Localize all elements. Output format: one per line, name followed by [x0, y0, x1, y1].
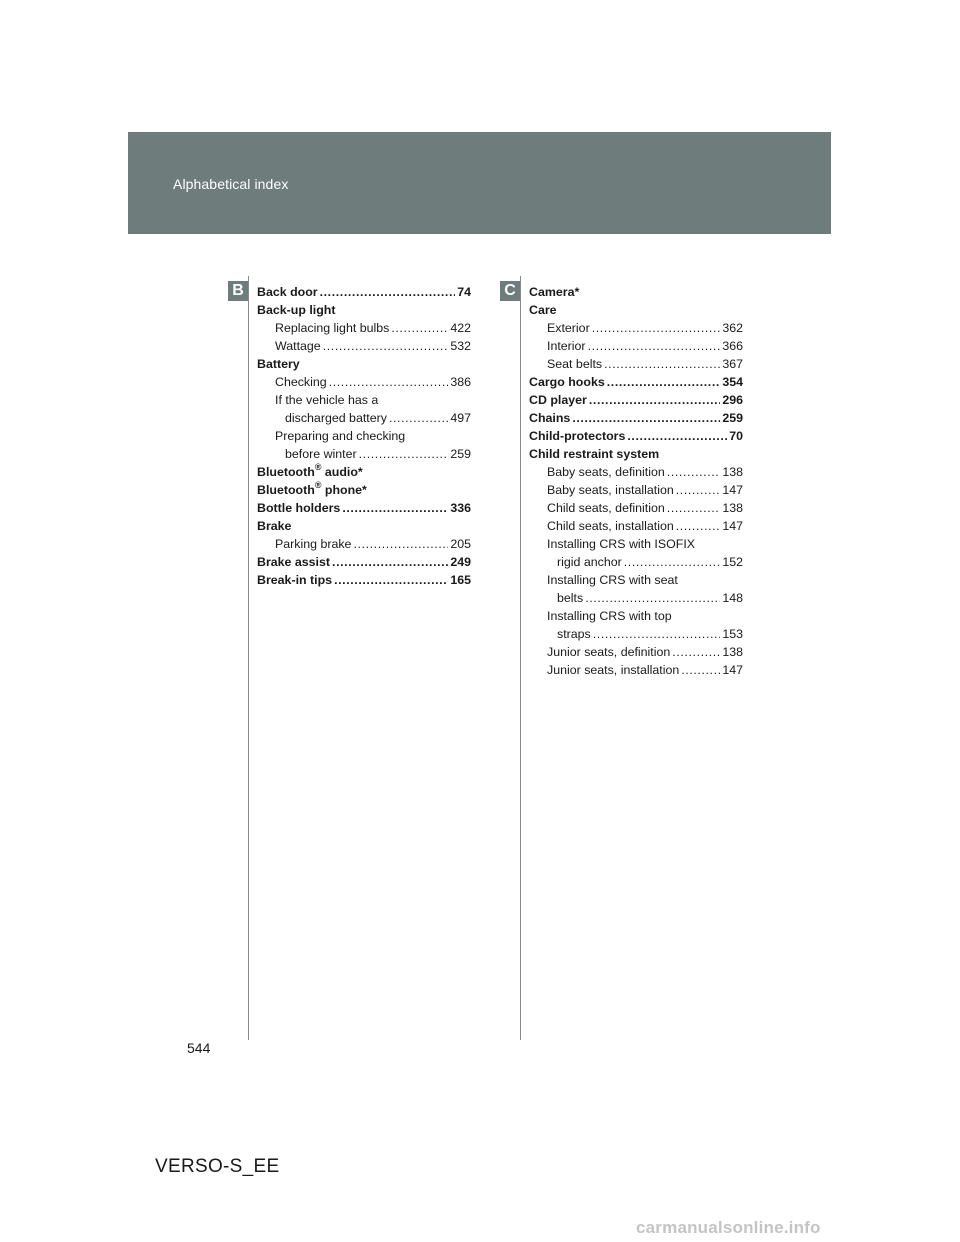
dot-leader: [572, 409, 720, 427]
index-entry: [529, 517, 743, 535]
entry-term: [529, 301, 557, 319]
dot-leader: [389, 409, 448, 427]
index-entry: [529, 625, 743, 643]
dot-leader: [676, 517, 721, 535]
index-entry: [257, 355, 471, 373]
entry-term-text: Installing CRS with top: [547, 609, 672, 623]
entry-term-text: Bluetooth: [257, 465, 315, 479]
index-entry: [257, 373, 471, 391]
entry-term-text: straps: [557, 627, 591, 641]
entry-term: [257, 301, 335, 319]
entry-page: 152: [722, 555, 743, 569]
entry-term-text: Brake assist: [257, 555, 331, 569]
entry-page: 138: [722, 465, 743, 479]
index-entry: [257, 517, 471, 535]
dot-leader: [604, 355, 720, 373]
entry-term: [275, 373, 327, 391]
entry-term: [275, 319, 389, 337]
dot-leader: [667, 463, 721, 481]
entry-term: [285, 409, 387, 427]
index-entry: [529, 445, 743, 463]
index-entry: [529, 373, 743, 391]
index-entry: [529, 661, 743, 679]
index-entry: [257, 553, 471, 571]
entry-term-suffix: audio*: [321, 465, 363, 479]
entry-term-text: Exterior: [547, 321, 590, 335]
entry-page: 354: [722, 375, 743, 389]
index-entry: [529, 607, 743, 625]
entry-term-suffix: phone*: [321, 483, 367, 497]
entry-page: 147: [722, 519, 743, 533]
registered-mark: ®: [314, 463, 322, 472]
dot-leader: [334, 571, 448, 589]
column-divider-left: [248, 276, 249, 1040]
entry-term: [547, 319, 590, 337]
entry-term-text: Care: [529, 303, 557, 317]
entry-term: [285, 445, 357, 463]
index-entry: [257, 301, 471, 319]
index-entry: [257, 319, 471, 337]
entry-page: 74: [457, 285, 471, 299]
index-entry: [257, 283, 471, 301]
index-entry: [529, 319, 743, 337]
dot-leader: [323, 337, 449, 355]
entry-term-text: Back door: [257, 285, 318, 299]
watermark: carmanualsonline.info: [636, 1218, 821, 1237]
entry-page: 296: [722, 393, 743, 407]
entry-term: [257, 517, 291, 535]
entry-term: [275, 391, 378, 409]
entry-term-text: Cargo hooks: [529, 375, 605, 389]
entry-term: [529, 409, 570, 427]
entry-page: 386: [450, 375, 471, 389]
entry-page: 153: [722, 627, 743, 641]
entry-term: [275, 535, 351, 553]
section-letter-c: C: [500, 281, 520, 301]
dot-leader: [359, 445, 449, 463]
entry-term: [529, 373, 605, 391]
entry-term: [257, 499, 340, 517]
dot-leader: [672, 643, 720, 661]
entry-term-text: Baby seats, installation: [547, 483, 674, 497]
entry-term-text: Child-protectors: [529, 429, 626, 443]
dot-leader: [353, 535, 448, 553]
entry-term: [547, 643, 670, 661]
entry-page: 148: [722, 591, 743, 605]
entry-term-text: Replacing light bulbs: [275, 321, 390, 335]
dot-leader: [585, 589, 720, 607]
entry-page: 70: [729, 429, 743, 443]
index-entry: [529, 589, 743, 607]
dot-leader: [589, 391, 720, 409]
index-column-c: [529, 283, 743, 679]
entry-term: [547, 481, 674, 499]
index-entry: [529, 535, 743, 553]
index-entry: [529, 427, 743, 445]
entry-page: 165: [450, 573, 471, 587]
entry-term: [557, 625, 591, 643]
entry-term-text: belts: [557, 591, 584, 605]
index-entry: [257, 409, 471, 427]
entry-page: 138: [722, 645, 743, 659]
entry-term: [547, 571, 678, 589]
entry-term-text: discharged battery: [285, 411, 387, 425]
dot-leader: [681, 661, 720, 679]
dot-leader: [588, 337, 721, 355]
entry-term-text: Bluetooth: [257, 483, 315, 497]
entry-term: [257, 571, 332, 589]
entry-term-text: Brake: [257, 519, 292, 533]
index-entry: [529, 499, 743, 517]
index-entry: [529, 355, 743, 373]
entry-term: [275, 427, 405, 445]
dot-leader: [676, 481, 721, 499]
dot-leader: [391, 319, 448, 337]
dot-leader: [624, 553, 721, 571]
column-divider-right: [520, 276, 521, 1040]
entry-term: [547, 499, 665, 517]
index-entry: [529, 463, 743, 481]
entry-term-text: before winter: [285, 447, 357, 461]
index-entry: [257, 481, 471, 499]
entry-term: [529, 427, 625, 445]
page-number: 544: [187, 1040, 211, 1056]
index-entry: [529, 481, 743, 499]
entry-term-text: Child seats, definition: [547, 501, 665, 515]
entry-term: [257, 553, 330, 571]
entry-page: 497: [450, 411, 471, 425]
entry-term-text: Child seats, installation: [547, 519, 674, 533]
entry-term: [547, 535, 695, 553]
index-entry: [257, 337, 471, 355]
entry-page: 147: [722, 483, 743, 497]
index-entry: [257, 499, 471, 517]
dot-leader: [667, 499, 721, 517]
entry-term-text: Junior seats, definition: [547, 645, 671, 659]
entry-term: [529, 445, 659, 463]
index-entry: [257, 463, 471, 481]
index-entry: [257, 571, 471, 589]
index-entry: [529, 283, 743, 301]
entry-term-text: Chains: [529, 411, 571, 425]
entry-term-text: Battery: [257, 357, 300, 371]
entry-page: 249: [450, 555, 471, 569]
header-title: Alphabetical index: [173, 176, 289, 192]
entry-term-text: Baby seats, definition: [547, 465, 665, 479]
index-entry: [529, 391, 743, 409]
section-letter-b: B: [228, 281, 248, 301]
footer-code: VERSO-S_EE: [155, 1156, 280, 1177]
entry-term-text: Parking brake: [275, 537, 352, 551]
entry-term: [547, 355, 602, 373]
entry-term-text: Seat belts: [547, 357, 603, 371]
index-column-b: [257, 283, 471, 589]
entry-term-text: Break-in tips: [257, 573, 333, 587]
entry-term-text: Preparing and checking: [275, 429, 406, 443]
entry-page: 367: [722, 357, 743, 371]
index-entry: [529, 571, 743, 589]
entry-term: [547, 517, 674, 535]
entry-term-text: Installing CRS with seat: [547, 573, 678, 587]
entry-term-text: Back-up light: [257, 303, 336, 317]
index-entry: [529, 643, 743, 661]
entry-page: 147: [722, 663, 743, 677]
entry-term: [557, 589, 583, 607]
dot-leader: [593, 625, 721, 643]
index-entry: [257, 391, 471, 409]
index-entry: [529, 409, 743, 427]
index-entry: [529, 337, 743, 355]
entry-term: [257, 283, 318, 301]
entry-term: [275, 337, 321, 355]
entry-term: [257, 463, 363, 481]
entry-term: [557, 553, 622, 571]
page-header: [128, 132, 831, 234]
entry-term-text: Wattage: [275, 339, 321, 353]
dot-leader: [592, 319, 721, 337]
entry-term-text: Installing CRS with ISOFIX: [547, 537, 696, 551]
entry-term: [257, 355, 300, 373]
entry-term-text: rigid anchor: [557, 555, 622, 569]
index-entry: [257, 445, 471, 463]
entry-page: 138: [722, 501, 743, 515]
entry-page: 205: [450, 537, 471, 551]
entry-term: [529, 391, 587, 409]
entry-term-text: Bottle holders: [257, 501, 341, 515]
entry-page: 336: [450, 501, 471, 515]
entry-term: [547, 661, 679, 679]
entry-page: 532: [450, 339, 471, 353]
index-entry: [529, 301, 743, 319]
dot-leader: [627, 427, 727, 445]
index-entry: [257, 535, 471, 553]
entry-term-text: Interior: [547, 339, 586, 353]
index-entry: [529, 553, 743, 571]
entry-page: 422: [450, 321, 471, 335]
dot-leader: [332, 553, 448, 571]
entry-term-text: Junior seats, installation: [547, 663, 680, 677]
entry-term-text: Camera*: [529, 285, 580, 299]
entry-term: [529, 283, 579, 301]
entry-term-text: CD player: [529, 393, 587, 407]
entry-page: 259: [722, 411, 743, 425]
dot-leader: [342, 499, 448, 517]
entry-term: [547, 607, 672, 625]
dot-leader: [607, 373, 721, 391]
index-entry: [257, 427, 471, 445]
entry-term: [547, 463, 665, 481]
entry-term-text: If the vehicle has a: [275, 393, 379, 407]
dot-leader: [320, 283, 456, 301]
entry-term: [547, 337, 586, 355]
dot-leader: [329, 373, 449, 391]
entry-page: 366: [722, 339, 743, 353]
entry-term-text: Child restraint system: [529, 447, 660, 461]
entry-term-text: Checking: [275, 375, 327, 389]
entry-page: 362: [722, 321, 743, 335]
registered-mark: ®: [314, 481, 322, 490]
entry-page: 259: [450, 447, 471, 461]
entry-term: [257, 481, 367, 499]
